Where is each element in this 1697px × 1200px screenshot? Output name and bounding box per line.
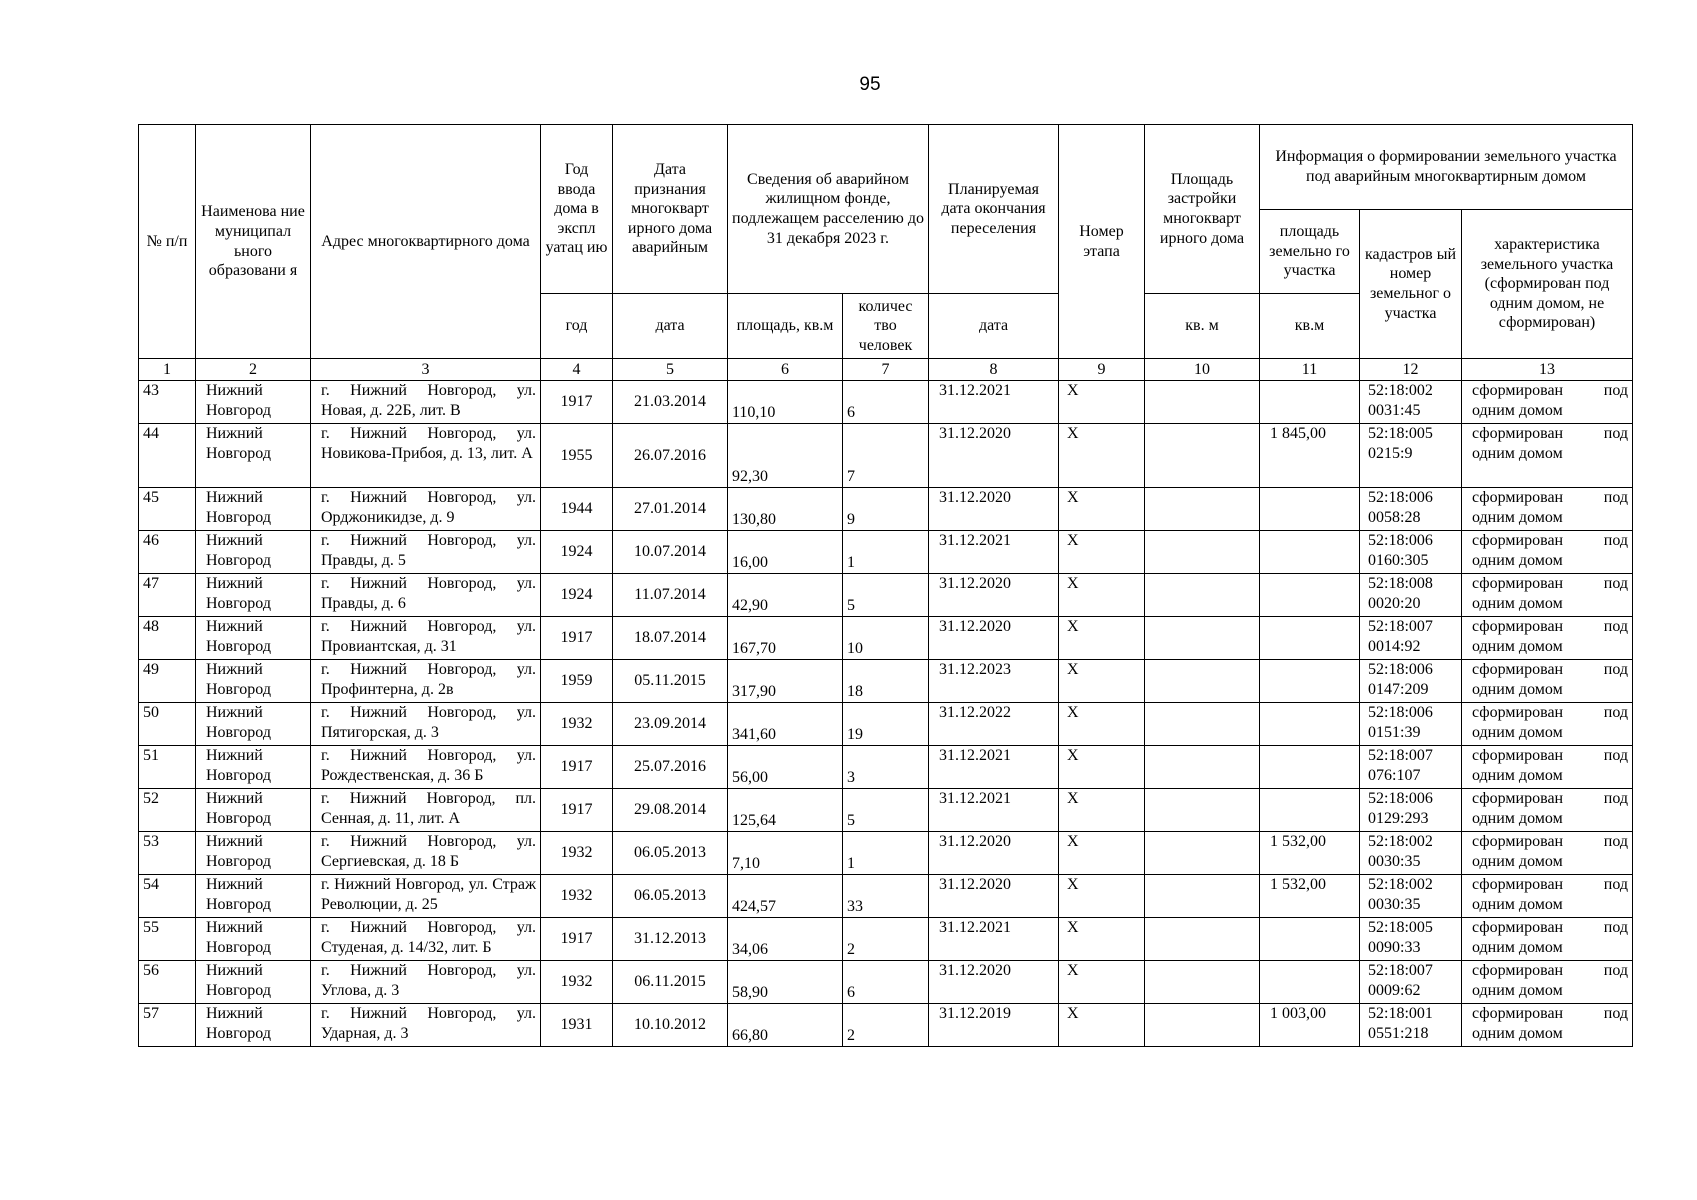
cell-planned-date: 31.12.2021 — [929, 381, 1059, 424]
cell-land-area: 1 003,00 — [1260, 1004, 1360, 1047]
cell-persons: 2 — [843, 1004, 929, 1047]
cell-building-area — [1145, 381, 1260, 424]
cell-building-area — [1145, 918, 1260, 961]
cell-stage: Х — [1059, 961, 1145, 1004]
cell-persons: 1 — [843, 832, 929, 875]
cell-municipality: Нижний Новгород — [196, 424, 311, 488]
cell-planned-date: 31.12.2023 — [929, 660, 1059, 703]
header-housing-info: Сведения об аварийном жилищном фонде, подлежащем расселению до 31 декабря 2023 г. — [728, 125, 929, 294]
column-number: 8 — [929, 359, 1059, 381]
cell-area: 317,90 — [728, 660, 843, 703]
cell-recognition-date: 06.05.2013 — [613, 832, 728, 875]
cell-cadastral: 52:18:006 0147:209 — [1360, 660, 1462, 703]
cell-num: 51 — [139, 746, 196, 789]
cell-land-status: сформирован под одним домом — [1462, 574, 1633, 617]
cell-recognition-date: 06.05.2013 — [613, 875, 728, 918]
cell-stage: Х — [1059, 789, 1145, 832]
cell-building-area — [1145, 746, 1260, 789]
cell-land-area — [1260, 746, 1360, 789]
cell-municipality: Нижний Новгород — [196, 875, 311, 918]
cell-land-status: сформирован под одним домом — [1462, 875, 1633, 918]
table-row — [139, 746, 1633, 789]
cell-planned-date: 31.12.2020 — [929, 574, 1059, 617]
table-row — [139, 424, 1633, 488]
cell-recognition-date: 29.08.2014 — [613, 789, 728, 832]
cell-num: 57 — [139, 1004, 196, 1047]
cell-land-area — [1260, 531, 1360, 574]
cell-land-area — [1260, 574, 1360, 617]
cell-municipality: Нижний Новгород — [196, 832, 311, 875]
cell-land-status: сформирован под одним домом — [1462, 832, 1633, 875]
table-row — [139, 1004, 1633, 1047]
table-row — [139, 617, 1633, 660]
cell-year: 1931 — [541, 1004, 613, 1047]
cell-municipality: Нижний Новгород — [196, 961, 311, 1004]
cell-persons: 2 — [843, 918, 929, 961]
cell-land-status: сформирован под одним домом — [1462, 918, 1633, 961]
cell-cadastral: 52:18:007 076:107 — [1360, 746, 1462, 789]
cell-municipality: Нижний Новгород — [196, 703, 311, 746]
column-number: 13 — [1462, 359, 1633, 381]
cell-year: 1944 — [541, 488, 613, 531]
table-row — [139, 961, 1633, 1004]
cell-num: 43 — [139, 381, 196, 424]
cell-persons: 18 — [843, 660, 929, 703]
cell-area: 16,00 — [728, 531, 843, 574]
header-land-info: Информация о формировании земельного участка под аварийным многоквартирным домом — [1260, 125, 1633, 210]
cell-building-area — [1145, 961, 1260, 1004]
cell-planned-date: 31.12.2021 — [929, 746, 1059, 789]
table-row — [139, 918, 1633, 961]
header-municipality: Наименова ние муниципал ьного образовани я — [196, 125, 311, 359]
cell-persons: 6 — [843, 961, 929, 1004]
cell-land-area — [1260, 918, 1360, 961]
cell-year: 1932 — [541, 875, 613, 918]
cell-cadastral: 52:18:006 0160:305 — [1360, 531, 1462, 574]
cell-year: 1932 — [541, 832, 613, 875]
cell-planned-date: 31.12.2021 — [929, 789, 1059, 832]
cell-stage: Х — [1059, 703, 1145, 746]
cell-building-area — [1145, 1004, 1260, 1047]
cell-stage: Х — [1059, 832, 1145, 875]
cell-recognition-date: 11.07.2014 — [613, 574, 728, 617]
cell-land-area: 1 532,00 — [1260, 875, 1360, 918]
cell-building-area — [1145, 617, 1260, 660]
table-row — [139, 832, 1633, 875]
cell-stage: Х — [1059, 574, 1145, 617]
cell-address: г. Нижний Новгород, ул. Студеная, д. 14/32, лит. Б — [311, 918, 541, 961]
cell-building-area — [1145, 875, 1260, 918]
cell-num: 46 — [139, 531, 196, 574]
cell-land-area: 1 532,00 — [1260, 832, 1360, 875]
cell-num: 56 — [139, 961, 196, 1004]
column-number: 2 — [196, 359, 311, 381]
cell-area: 125,64 — [728, 789, 843, 832]
cell-year: 1917 — [541, 746, 613, 789]
cell-municipality: Нижний Новгород — [196, 789, 311, 832]
cell-cadastral: 52:18:005 0090:33 — [1360, 918, 1462, 961]
cell-land-area — [1260, 789, 1360, 832]
table-row — [139, 660, 1633, 703]
header-land-area: площадь земельно го участка — [1260, 210, 1360, 294]
cell-cadastral: 52:18:002 0030:35 — [1360, 832, 1462, 875]
cell-land-status: сформирован под одним домом — [1462, 789, 1633, 832]
cell-cadastral: 52:18:001 0551:218 — [1360, 1004, 1462, 1047]
cell-cadastral: 52:18:002 0030:35 — [1360, 875, 1462, 918]
cell-cadastral: 52:18:007 0014:92 — [1360, 617, 1462, 660]
cell-address: г. Нижний Новгород, ул. Правды, д. 6 — [311, 574, 541, 617]
cell-planned-date: 31.12.2020 — [929, 617, 1059, 660]
header-cadastral: кадастров ый номер земельног о участка — [1360, 210, 1462, 359]
column-number: 7 — [843, 359, 929, 381]
cell-persons: 19 — [843, 703, 929, 746]
cell-address: г. Нижний Новгород, ул. Новая, д. 22Б, лит. В — [311, 381, 541, 424]
unit-date: дата — [613, 294, 728, 359]
cell-building-area — [1145, 574, 1260, 617]
cell-recognition-date: 26.07.2016 — [613, 424, 728, 488]
cell-land-status: сформирован под одним домом — [1462, 1004, 1633, 1047]
cell-address: г. Нижний Новгород, ул. Провиантская, д. 31 — [311, 617, 541, 660]
cell-cadastral: 52:18:002 0031:45 — [1360, 381, 1462, 424]
cell-persons: 5 — [843, 574, 929, 617]
cell-land-status: сформирован под одним домом — [1462, 961, 1633, 1004]
cell-num: 54 — [139, 875, 196, 918]
column-number: 5 — [613, 359, 728, 381]
cell-stage: Х — [1059, 875, 1145, 918]
header-address: Адрес многоквартирного дома — [311, 125, 541, 359]
cell-area: 56,00 — [728, 746, 843, 789]
cell-stage: Х — [1059, 381, 1145, 424]
cell-municipality: Нижний Новгород — [196, 531, 311, 574]
column-number: 4 — [541, 359, 613, 381]
table-header — [139, 125, 1633, 381]
cell-address: г. Нижний Новгород, ул. Углова, д. 3 — [311, 961, 541, 1004]
cell-persons: 9 — [843, 488, 929, 531]
housing-registry-table — [138, 124, 1633, 1047]
table-row — [139, 789, 1633, 832]
cell-stage: Х — [1059, 918, 1145, 961]
column-number: 11 — [1260, 359, 1360, 381]
table-row — [139, 488, 1633, 531]
cell-municipality: Нижний Новгород — [196, 617, 311, 660]
cell-planned-date: 31.12.2020 — [929, 488, 1059, 531]
cell-num: 52 — [139, 789, 196, 832]
cell-municipality: Нижний Новгород — [196, 574, 311, 617]
cell-area: 110,10 — [728, 381, 843, 424]
header-num: № п/п — [139, 125, 196, 359]
cell-land-status: сформирован под одним домом — [1462, 424, 1633, 488]
cell-land-status: сформирован под одним домом — [1462, 746, 1633, 789]
unit-planned-date: дата — [929, 294, 1059, 359]
cell-persons: 3 — [843, 746, 929, 789]
cell-area: 7,10 — [728, 832, 843, 875]
cell-area: 58,90 — [728, 961, 843, 1004]
cell-planned-date: 31.12.2022 — [929, 703, 1059, 746]
cell-stage: Х — [1059, 1004, 1145, 1047]
cell-land-area: 1 845,00 — [1260, 424, 1360, 488]
cell-area: 341,60 — [728, 703, 843, 746]
cell-persons: 5 — [843, 789, 929, 832]
cell-land-area — [1260, 488, 1360, 531]
table-row — [139, 381, 1633, 424]
cell-num: 44 — [139, 424, 196, 488]
cell-planned-date: 31.12.2020 — [929, 875, 1059, 918]
cell-year: 1917 — [541, 789, 613, 832]
cell-num: 55 — [139, 918, 196, 961]
cell-cadastral: 52:18:008 0020:20 — [1360, 574, 1462, 617]
cell-address: г. Нижний Новгород, ул. Профинтерна, д. 2в — [311, 660, 541, 703]
cell-land-status: сформирован под одним домом — [1462, 617, 1633, 660]
cell-area: 42,90 — [728, 574, 843, 617]
cell-planned-date: 31.12.2019 — [929, 1004, 1059, 1047]
header-stage: Номер этапа — [1059, 125, 1145, 359]
cell-address: г. Нижний Новгород, ул. Орджоникидзе, д. 9 — [311, 488, 541, 531]
cell-recognition-date: 10.07.2014 — [613, 531, 728, 574]
cell-year: 1924 — [541, 531, 613, 574]
cell-address: г. Нижний Новгород, ул. Страж Революции, д. 25 — [311, 875, 541, 918]
table-row — [139, 574, 1633, 617]
cell-area: 167,70 — [728, 617, 843, 660]
column-number: 3 — [311, 359, 541, 381]
cell-building-area — [1145, 660, 1260, 703]
cell-land-status: сформирован под одним домом — [1462, 488, 1633, 531]
cell-stage: Х — [1059, 488, 1145, 531]
unit-persons: количес тво человек — [843, 294, 929, 359]
cell-recognition-date: 05.11.2015 — [613, 660, 728, 703]
cell-address: г. Нижний Новгород, ул. Сергиевская, д. 18 Б — [311, 832, 541, 875]
cell-year: 1955 — [541, 424, 613, 488]
cell-persons: 7 — [843, 424, 929, 488]
cell-num: 47 — [139, 574, 196, 617]
cell-land-area — [1260, 961, 1360, 1004]
cell-land-status: сформирован под одним домом — [1462, 531, 1633, 574]
cell-cadastral: 52:18:005 0215:9 — [1360, 424, 1462, 488]
cell-address: г. Нижний Новгород, ул. Новикова-Прибоя, д. 13, лит. А — [311, 424, 541, 488]
cell-municipality: Нижний Новгород — [196, 488, 311, 531]
cell-address: г. Нижний Новгород, ул. Правды, д. 5 — [311, 531, 541, 574]
cell-year: 1932 — [541, 961, 613, 1004]
cell-land-area — [1260, 703, 1360, 746]
cell-num: 48 — [139, 617, 196, 660]
cell-planned-date: 31.12.2021 — [929, 531, 1059, 574]
cell-num: 50 — [139, 703, 196, 746]
cell-stage: Х — [1059, 617, 1145, 660]
cell-persons: 33 — [843, 875, 929, 918]
cell-year: 1917 — [541, 617, 613, 660]
header-land-status: характеристика земельного участка (сформирован под одним домом, не сформирован) — [1462, 210, 1633, 359]
column-number: 1 — [139, 359, 196, 381]
unit-year: год — [541, 294, 613, 359]
cell-land-area — [1260, 660, 1360, 703]
page-number: 95 — [859, 74, 881, 95]
cell-num: 45 — [139, 488, 196, 531]
cell-building-area — [1145, 832, 1260, 875]
cell-num: 53 — [139, 832, 196, 875]
cell-num: 49 — [139, 660, 196, 703]
cell-municipality: Нижний Новгород — [196, 381, 311, 424]
cell-year: 1932 — [541, 703, 613, 746]
cell-persons: 10 — [843, 617, 929, 660]
cell-year: 1959 — [541, 660, 613, 703]
cell-recognition-date: 27.01.2014 — [613, 488, 728, 531]
cell-cadastral: 52:18:006 0058:28 — [1360, 488, 1462, 531]
cell-area: 34,06 — [728, 918, 843, 961]
unit-area: площадь, кв.м — [728, 294, 843, 359]
cell-address: г. Нижний Новгород, ул. Рождественская, д. 36 Б — [311, 746, 541, 789]
column-number: 12 — [1360, 359, 1462, 381]
cell-address: г. Нижний Новгород, ул. Пятигорская, д. 3 — [311, 703, 541, 746]
unit-land-area: кв.м — [1260, 294, 1360, 359]
column-number: 9 — [1059, 359, 1145, 381]
table-row — [139, 531, 1633, 574]
cell-area: 92,30 — [728, 424, 843, 488]
cell-land-status: сформирован под одним домом — [1462, 660, 1633, 703]
cell-building-area — [1145, 531, 1260, 574]
cell-planned-date: 31.12.2020 — [929, 961, 1059, 1004]
cell-municipality: Нижний Новгород — [196, 918, 311, 961]
cell-stage: Х — [1059, 531, 1145, 574]
cell-recognition-date: 25.07.2016 — [613, 746, 728, 789]
cell-building-area — [1145, 703, 1260, 746]
table-row — [139, 875, 1633, 918]
cell-cadastral: 52:18:007 0009:62 — [1360, 961, 1462, 1004]
cell-recognition-date: 31.12.2013 — [613, 918, 728, 961]
cell-year: 1924 — [541, 574, 613, 617]
cell-planned-date: 31.12.2021 — [929, 918, 1059, 961]
cell-building-area — [1145, 424, 1260, 488]
cell-address: г. Нижний Новгород, пл. Сенная, д. 11, лит. А — [311, 789, 541, 832]
cell-recognition-date: 10.10.2012 — [613, 1004, 728, 1047]
cell-stage: Х — [1059, 660, 1145, 703]
header-planned-end: Планируемая дата окончания переселения — [929, 125, 1059, 294]
cell-recognition-date: 18.07.2014 — [613, 617, 728, 660]
cell-land-area — [1260, 617, 1360, 660]
table-body — [139, 381, 1633, 1047]
header-building-area: Площадь застройки многокварт ирного дома — [1145, 125, 1260, 294]
cell-municipality: Нижний Новгород — [196, 1004, 311, 1047]
unit-building-area: кв. м — [1145, 294, 1260, 359]
cell-year: 1917 — [541, 918, 613, 961]
table-row — [139, 703, 1633, 746]
cell-planned-date: 31.12.2020 — [929, 424, 1059, 488]
cell-building-area — [1145, 488, 1260, 531]
cell-municipality: Нижний Новгород — [196, 660, 311, 703]
cell-building-area — [1145, 789, 1260, 832]
cell-land-status: сформирован под одним домом — [1462, 381, 1633, 424]
cell-cadastral: 52:18:006 0129:293 — [1360, 789, 1462, 832]
cell-recognition-date: 23.09.2014 — [613, 703, 728, 746]
cell-planned-date: 31.12.2020 — [929, 832, 1059, 875]
cell-stage: Х — [1059, 746, 1145, 789]
cell-municipality: Нижний Новгород — [196, 746, 311, 789]
cell-recognition-date: 06.11.2015 — [613, 961, 728, 1004]
cell-year: 1917 — [541, 381, 613, 424]
column-number: 10 — [1145, 359, 1260, 381]
cell-recognition-date: 21.03.2014 — [613, 381, 728, 424]
cell-cadastral: 52:18:006 0151:39 — [1360, 703, 1462, 746]
cell-persons: 1 — [843, 531, 929, 574]
cell-land-area — [1260, 381, 1360, 424]
cell-stage: Х — [1059, 424, 1145, 488]
column-number: 6 — [728, 359, 843, 381]
cell-land-status: сформирован под одним домом — [1462, 703, 1633, 746]
cell-area: 130,80 — [728, 488, 843, 531]
cell-persons: 6 — [843, 381, 929, 424]
cell-area: 424,57 — [728, 875, 843, 918]
cell-address: г. Нижний Новгород, ул. Ударная, д. 3 — [311, 1004, 541, 1047]
header-year-intro: Год ввода дома в экспл уатац ию — [541, 125, 613, 294]
header-date-recognition: Дата признания многокварт ирного дома аварийным — [613, 125, 728, 294]
cell-area: 66,80 — [728, 1004, 843, 1047]
